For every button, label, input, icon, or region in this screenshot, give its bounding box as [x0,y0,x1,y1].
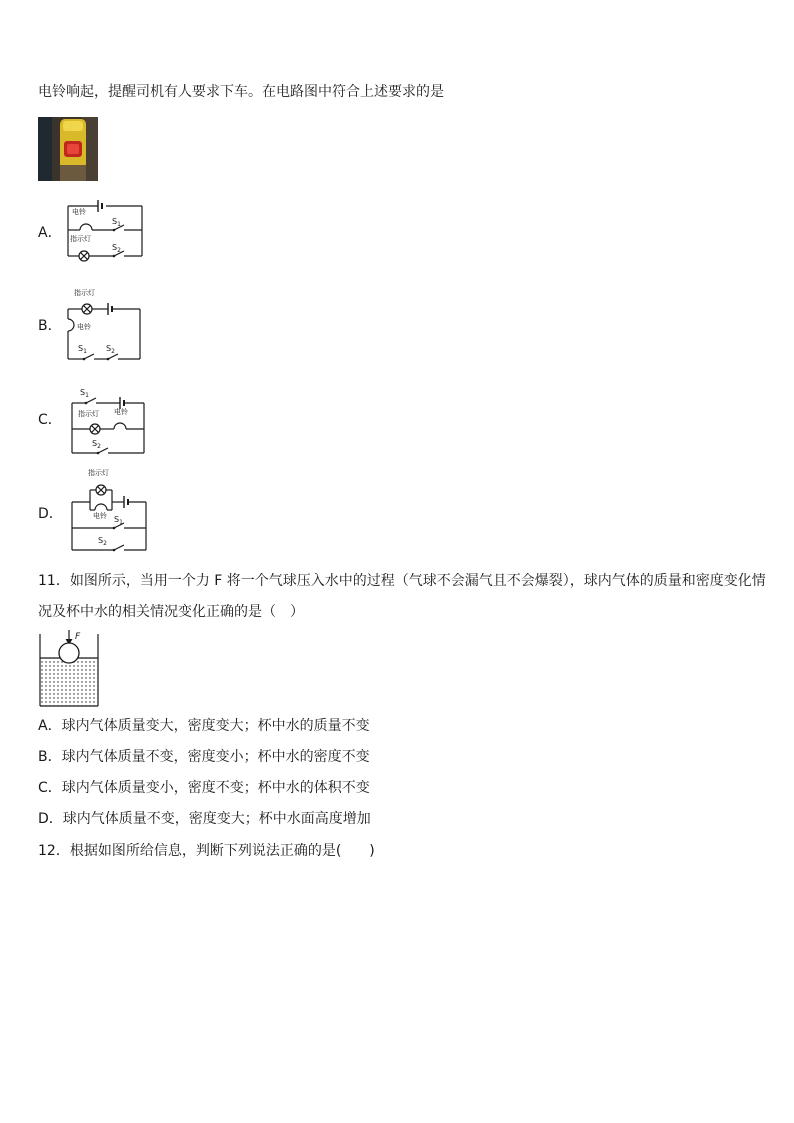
s1-label: S [78,344,84,353]
q10-circuit-d [62,466,154,556]
q11-stem-line1: 11．如图所示，当用一个力 F 将一个气球压入水中的过程（气球不会漏气且不会爆裂），球内气体的质量和密度变化情 [38,573,766,589]
q10-option-b-letter: B． [38,318,62,334]
q11-option-d: D．球内气体质量不变，密度变大；杯中水面高度增加 [38,811,371,827]
lamp-label: 指示灯 [78,410,99,418]
q10-option-a-letter: A． [38,225,62,241]
bell-label: 电铃 [77,323,91,331]
bell-label: 电铃 [72,208,86,216]
q10-circuit-a [62,196,152,264]
q10-option-c-letter: C． [38,412,62,428]
q11-balloon-figure [36,628,102,710]
svg-text:S1: $S_1$ [114,515,123,526]
q10-circuit-b [62,283,152,363]
svg-text:S1: $S_1$ [78,344,87,355]
s2-label: S [92,439,98,448]
s1-label: S [112,217,118,226]
svg-text:S2: $S_2$ [92,439,101,450]
lamp-label: 指示灯 [70,235,91,243]
q11-option-b: B．球内气体质量不变，密度变小；杯中水的密度不变 [38,749,370,765]
q10-stem: 电铃响起，提醒司机有人要求下车。在电路图中符合上述要求的是 [38,84,444,100]
s1-label: S [114,515,120,524]
q11-option-a: A．球内气体质量变大，密度变大；杯中水的质量不变 [38,718,370,734]
s2-label: S [98,536,104,545]
svg-text:S2: $S_2$ [106,344,115,355]
s2-label: S [112,243,118,252]
lamp-label: 指示灯 [88,469,109,477]
svg-text:S1: $S_1$ [112,217,121,228]
q11-option-c: C．球内气体质量变小，密度不变；杯中水的体积不变 [38,780,370,796]
lamp-label: 指示灯 [74,289,95,297]
s2-label: S [106,344,112,353]
bell-label: 电铃 [114,408,128,416]
svg-text:S2: $S_2$ [98,536,107,547]
bell-label: 电铃 [93,512,107,520]
svg-text:S1: $S_1$ [80,388,89,399]
svg-text:S2: $S_2$ [112,243,121,254]
q12-stem: 12．根据如图所给信息，判断下列说法正确的是( ) [38,843,375,859]
s1-label: S [80,388,86,397]
force-label: F [75,632,81,642]
q10-circuit-c [62,383,152,459]
q10-option-d-letter: D． [38,506,63,522]
bus-button-photo [38,117,98,181]
q11-stem-line2: 况及杯中水的相关情况变化正确的是（ ） [38,604,304,620]
